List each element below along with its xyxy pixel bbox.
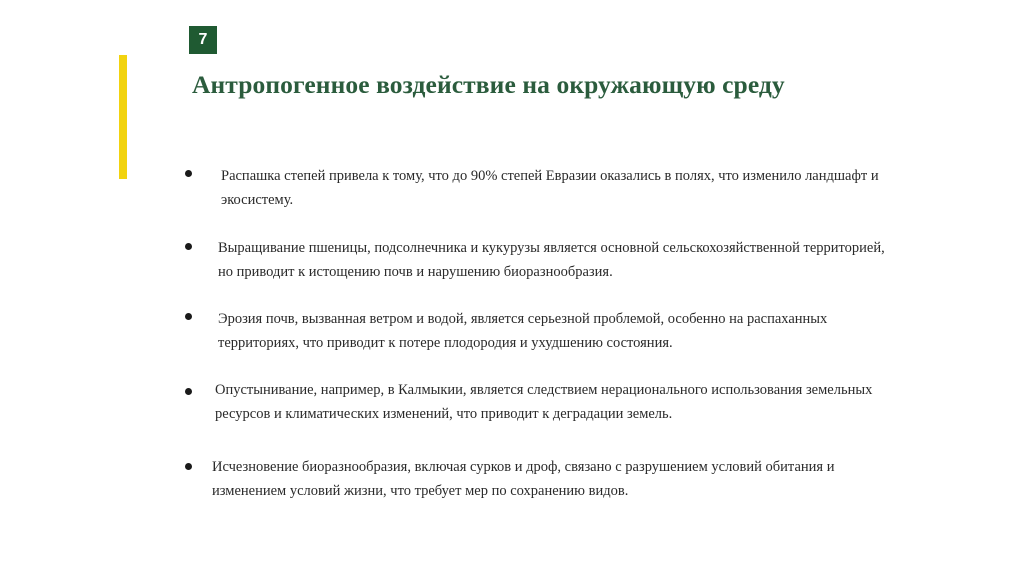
bullet-line: Опустынивание, например, в Калмыкии, является следствием нерационального использования земельных xyxy=(215,382,873,398)
bullet-line: экосистему. xyxy=(221,192,294,208)
bullet-dot-icon xyxy=(185,388,192,395)
bullet-dot-icon xyxy=(185,463,192,470)
bullet-text xyxy=(215,378,935,426)
bullet-line: Эрозия почв, вызванная ветром и водой, является серьезной проблемой, особенно на распаханных xyxy=(218,311,828,327)
bullet-line: Распашка степей привела к тому, что до 90% степей Евразии оказались в полях, что изменило ландшафт и xyxy=(221,168,879,184)
bullet-text xyxy=(212,455,932,503)
bullet-dot-icon xyxy=(185,313,192,320)
bullet-dot-icon xyxy=(185,170,192,177)
bullet-text xyxy=(218,307,938,355)
slide-title: Антропогенное воздействие на окружающую среду xyxy=(192,70,785,99)
bullet-line: Исчезновение биоразнообразия, включая сурков и дроф, связано с разрушением условий обитания и xyxy=(212,459,835,475)
bullet-line: территориях, что приводит к потере плодородия и ухудшению состояния. xyxy=(218,335,673,351)
bullet-line: Выращивание пшеницы, подсолнечника и кукурузы является основной сельскохозяйственной территорией, xyxy=(218,240,885,256)
bullet-line: изменением условий жизни, что требует мер по сохранению видов. xyxy=(212,483,629,499)
bullet-line: ресурсов и климатических изменений, что приводит к деградации земель. xyxy=(215,406,673,422)
bullet-text xyxy=(218,236,938,284)
bullet-text xyxy=(221,164,941,212)
bullet-dot-icon xyxy=(185,243,192,250)
page-number: 7 xyxy=(198,31,208,48)
bullet-line: но приводит к истощению почв и нарушению биоразнообразия. xyxy=(218,264,613,280)
